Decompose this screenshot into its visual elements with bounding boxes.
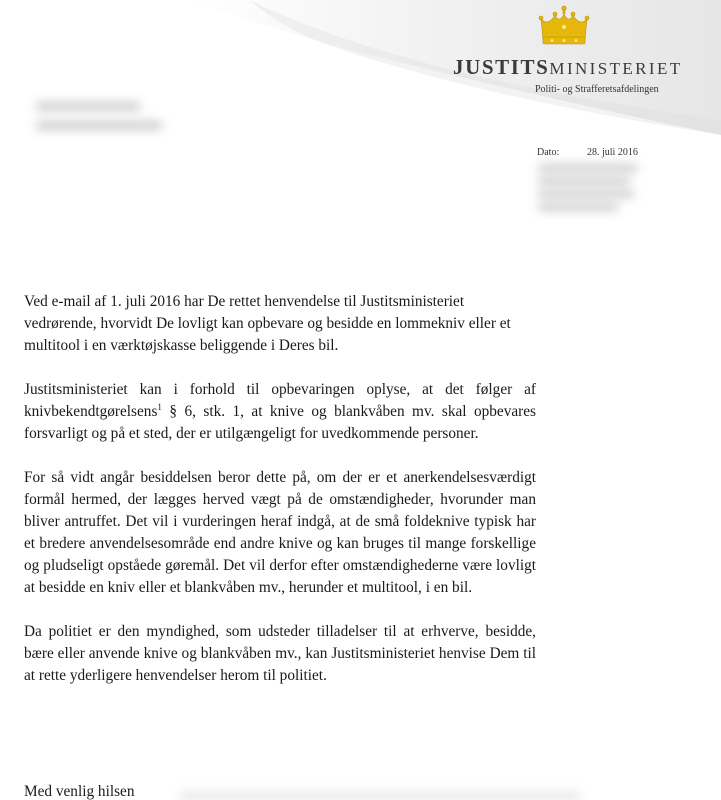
redacted-reference-3 [538,190,634,198]
crown-icon [538,5,590,47]
paragraph-storage [24,379,536,445]
ministry-name-bold: JUSTITS [453,55,550,79]
paragraph-possession: For så vidt angår besiddelsen beror dette på, om der er et anerkendelsesværdigt formål hermed, der lægges herved vægt på de omstændigheder, hvorunder man bliver antruffet. Det vil i vurderingen heraf indgå, at de små foldeknive typisk har et bredere anvendelsesområde end andre knive og kan bruges til mange forskellige og pludseligt opståede gøremål. Det vil derfor efter omstændighederne være lovligt at besidde en kniv eller et blankvåben mv., herunder et multitool, i en bil. [24,469,536,596]
redacted-recipient-email [36,121,162,130]
paragraph-police: Da politiet er den myndighed, som udsteder tilladelser til at erhverve, besidde, bære eller anvende knive og blankvåben mv., kan Justitsministeriet henvise Dem til at rette yderligere henvendelser herom til politiet. [24,623,536,684]
redacted-recipient-name [36,102,140,111]
closing-greeting: Med venlig hilsen [24,783,135,800]
ministry-name [453,55,683,80]
date-row [537,147,638,158]
redacted-reference-2 [538,177,630,185]
date-value: 28. juli 2016 [587,147,638,158]
letter-body [24,291,536,709]
paragraph-storage-start: Justitsministeriet kan i forhold til opbevaringen oplyse, at det følger af knivbekendtgørelsens [24,381,536,420]
footnote-marker: 1 [157,401,162,412]
redacted-bottom-line [180,792,580,800]
redacted-reference-1 [538,164,638,172]
redacted-reference-4 [538,203,618,211]
ministry-name-rest: MINISTERIET [549,59,683,78]
department-name: Politi- og Strafferetsafdelingen [535,84,659,95]
paragraph-storage-end: § 6, stk. 1, at knive og blankvåben mv. skal opbevares forsvarligt og på et sted, der er utilgængeligt for uvedkommende personer. [24,403,536,442]
date-label: Dato: [537,147,560,158]
paragraph-inquiry: Ved e-mail af 1. juli 2016 har De rettet henvendelse til Justitsministeriet vedrørende, hvorvidt De lovligt kan opbevare og besidde en lommekniv eller et multitool i en værktøjskasse beliggende i Deres bil. [24,293,511,354]
